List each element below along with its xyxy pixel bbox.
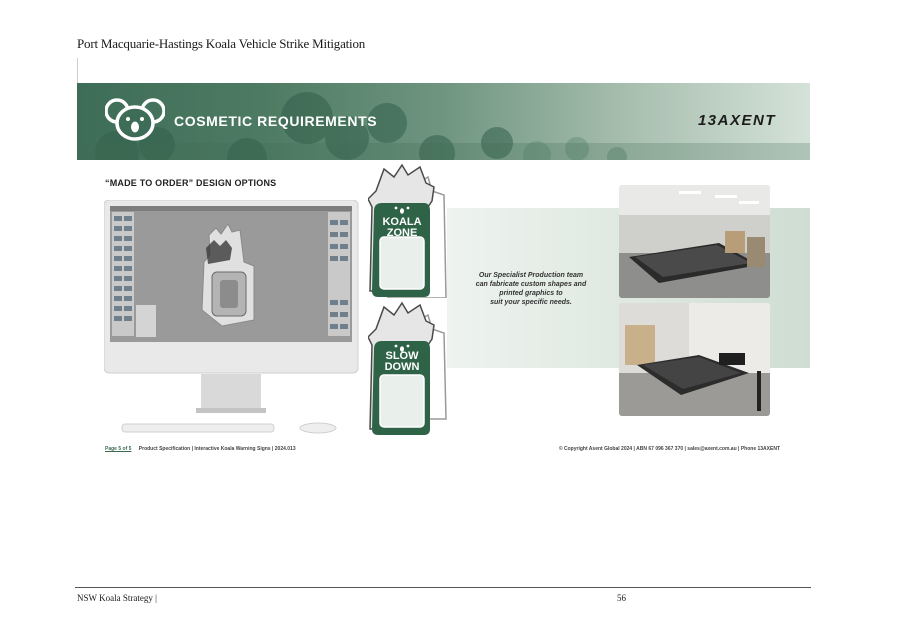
koala-zone-sign-text: [370, 217, 434, 239]
production-callout: [462, 271, 600, 307]
design-options-heading: “MADE TO ORDER” DESIGN OPTIONS: [105, 178, 277, 188]
slow-down-line1: SLOW: [385, 350, 419, 362]
koala-zone-line2: ZONE: [386, 227, 418, 239]
koala-zone-line1: KOALA: [382, 216, 422, 228]
brand-logo: 13AXENT: [697, 112, 776, 129]
slide-footer-left: [105, 446, 296, 452]
workshop-photo: [619, 185, 770, 298]
slide-page-indicator: Page 5 of 5: [105, 446, 132, 452]
callout-line-1: Our Specialist Production team: [478, 272, 584, 279]
banner-title: COSMETIC REQUIREMENTS: [174, 113, 378, 129]
slow-down-line2: DOWN: [384, 361, 420, 373]
callout-line-3: printed graphics to: [499, 290, 563, 297]
slide-spec-text: Product Specification | Interactive Koala Warning Signs | 2024.013: [138, 446, 296, 452]
footer-rule: [75, 587, 811, 588]
callout-line-2: can fabricate custom shapes and: [475, 281, 587, 288]
footer-page-number: 56: [617, 593, 626, 603]
koala-logo-icon: [105, 97, 165, 143]
slow-down-sign-text: [370, 351, 434, 373]
callout-line-4: suit your specific needs.: [490, 299, 572, 306]
embedded-slide: [77, 83, 810, 465]
slide-banner: [77, 83, 810, 160]
slide-copyright: © Copyright Asent Global 2024 | ABN 67 096 367 370 | sales@axent.com.au | Phone 13AXENT: [558, 446, 780, 452]
document-title: Port Macquarie-Hastings Koala Vehicle Strike Mitigation: [77, 36, 366, 51]
flatbed-printer-photo: [619, 303, 770, 416]
footer-strategy-label: NSW Koala Strategy |: [77, 593, 157, 603]
